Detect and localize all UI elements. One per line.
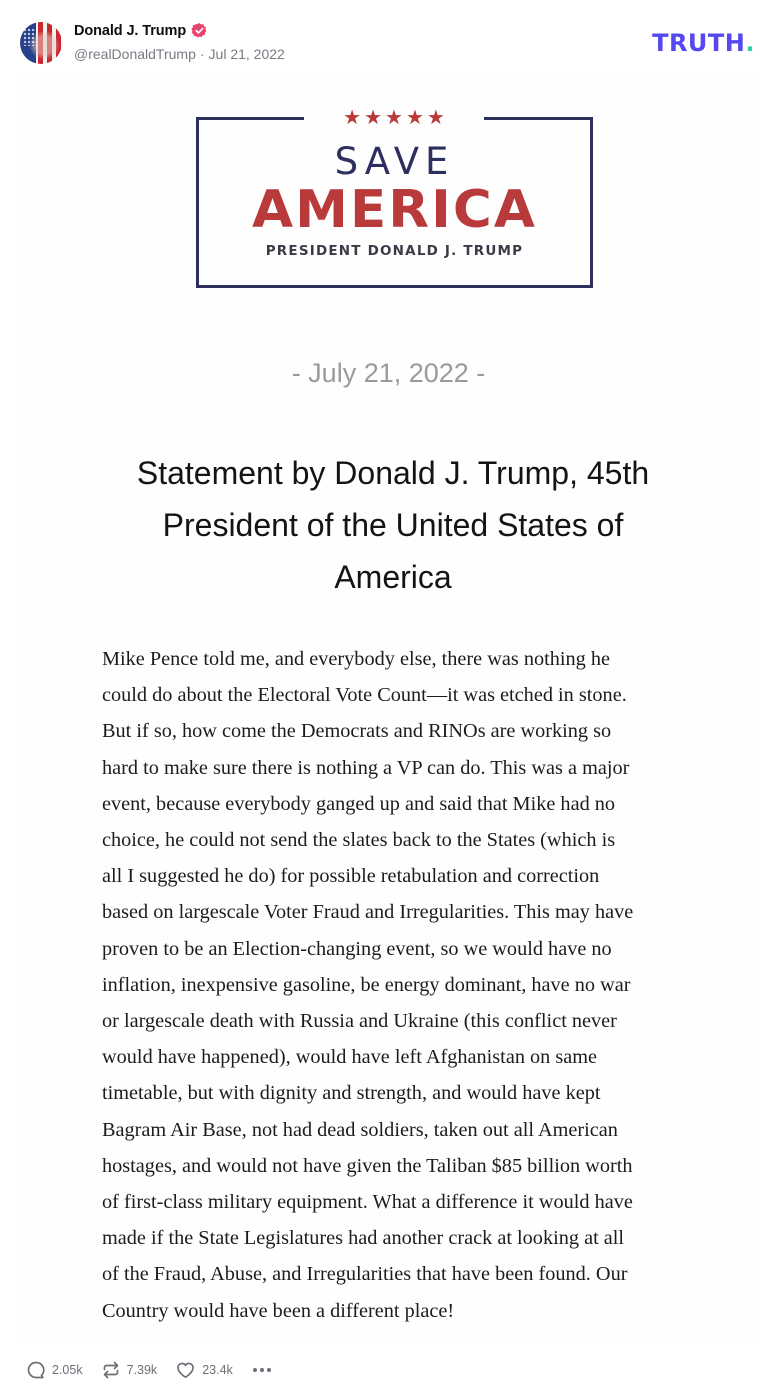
author-name-row xyxy=(74,22,208,39)
body-line: of first-class military equipment. What a difference it would have xyxy=(102,1191,633,1214)
author-handle[interactable]: @realDonaldTrump xyxy=(74,46,196,62)
body-line: Country would have been a different place! xyxy=(102,1299,455,1322)
body-line: timetable, but with dignity and strength, and would have kept xyxy=(102,1082,601,1105)
avatar-flag-stars xyxy=(23,28,37,46)
body-line: inflation, inexpensive gasoline, be energy dominant, have no war xyxy=(102,973,631,996)
body-line: hard to make sure there is nothing a VP can do. This was a major xyxy=(102,756,630,779)
body-line: based on largescale Voter Fraud and Irregularities. This may have xyxy=(102,901,634,924)
statement-title-line: America xyxy=(334,559,452,595)
reply-button[interactable] xyxy=(26,1360,83,1380)
more-dots-icon xyxy=(260,1368,264,1372)
post-header xyxy=(0,0,777,80)
badge-stars-icon: ★★★★★ xyxy=(343,107,448,129)
post-actions xyxy=(26,1358,271,1382)
body-line: Bagram Air Base, not had dead soldiers, taken out all American xyxy=(102,1118,618,1141)
body-line: of the Fraud, Abuse, and Irregularities that have been found. Our xyxy=(102,1263,628,1286)
like-button[interactable] xyxy=(175,1360,233,1380)
reply-count: 2.05k xyxy=(52,1363,83,1377)
logo-dot: . xyxy=(745,29,755,57)
statement-body xyxy=(102,641,702,1329)
verified-badge-icon xyxy=(191,22,208,39)
badge-america-text: AMERICA xyxy=(252,180,537,240)
body-line: proven to be an Election-changing event, so we would have no xyxy=(102,937,612,960)
logo-text: TRUTH xyxy=(652,29,746,57)
body-line: made if the State Legislatures had another crack at looking at all xyxy=(102,1227,625,1250)
body-line: event, because everybody ganged up and said that Mike had no xyxy=(102,792,616,815)
more-dots-icon xyxy=(267,1368,271,1372)
badge-save-text: SAVE xyxy=(334,140,455,183)
retruth-count: 7.39k xyxy=(126,1363,158,1377)
truth-logo[interactable] xyxy=(652,29,755,57)
body-line: or largescale death with Russia and Ukraine (this conflict never xyxy=(102,1010,617,1033)
retruth-button[interactable] xyxy=(101,1360,158,1380)
body-line: But if so, how come the Democrats and RINOs are working so xyxy=(102,720,612,743)
statement-title-line: President of the United States of xyxy=(162,507,624,543)
meta-separator: · xyxy=(199,46,205,62)
body-line: would have happened), would have left Afghanistan on same xyxy=(102,1046,598,1069)
repost-icon xyxy=(101,1360,121,1380)
statement-date: - July 21, 2022 - xyxy=(291,358,486,388)
author-name[interactable]: Donald J. Trump xyxy=(74,22,187,39)
body-line: choice, he could not send the slates back to the States (which is xyxy=(102,829,616,852)
avatar[interactable] xyxy=(20,22,62,64)
body-line: Mike Pence told me, and everybody else, there was nothing he xyxy=(102,648,611,670)
heart-icon xyxy=(175,1360,196,1380)
comment-icon xyxy=(26,1360,46,1380)
more-options-button[interactable] xyxy=(253,1368,271,1372)
more-dots-icon xyxy=(253,1368,257,1372)
statement-title-line: Statement by Donald J. Trump, 45th xyxy=(136,455,650,491)
badge-subtitle: PRESIDENT DONALD J. TRUMP xyxy=(265,243,524,259)
body-line: all I suggested he do) for possible retabulation and correction xyxy=(102,865,600,888)
like-count: 23.4k xyxy=(202,1363,233,1377)
post-date[interactable]: Jul 21, 2022 xyxy=(208,46,285,62)
post-meta xyxy=(74,46,285,62)
statement-title xyxy=(100,447,686,603)
body-line: could do about the Electoral Vote Count—it was etched in stone. xyxy=(102,684,627,707)
body-line: hostages, and would not have given the Taliban $85 billion worth xyxy=(102,1154,633,1177)
